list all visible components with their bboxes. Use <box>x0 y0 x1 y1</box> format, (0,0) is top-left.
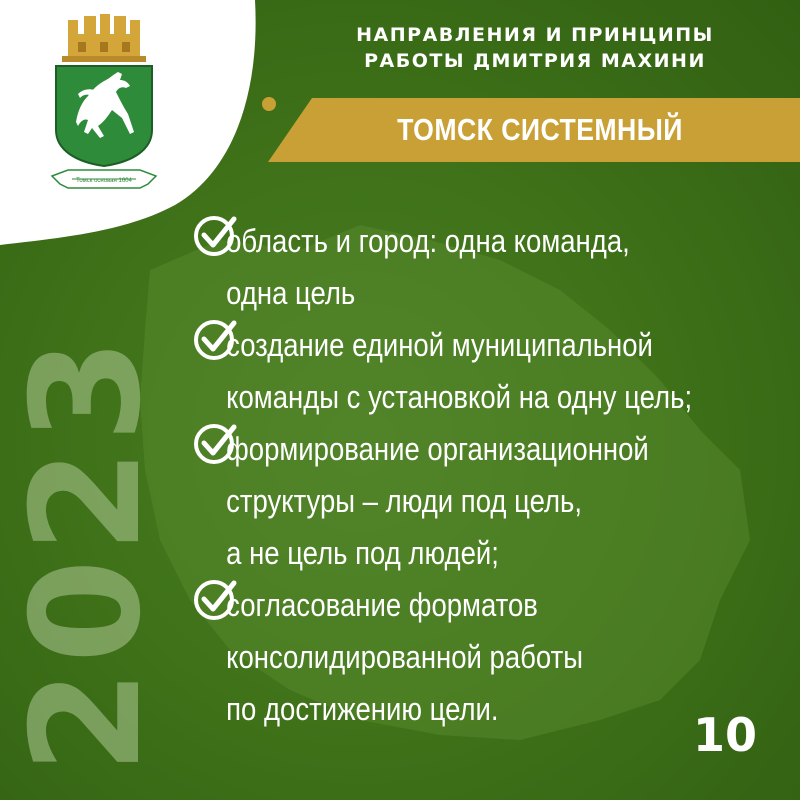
principles-list <box>190 215 790 735</box>
list-item-line: команды с установкой на одну цель; <box>226 379 693 415</box>
list-item-line: а не цель под людей; <box>226 535 499 571</box>
title-line-1: НАПРАВЛЕНИЯ И ПРИНЦИПЫ <box>356 24 714 46</box>
list-item-line: одна цель <box>226 275 356 311</box>
list-item-line: консолидированной работы <box>226 639 584 675</box>
list-item-line: область и город: одна команда, <box>226 223 630 259</box>
banner-dot <box>262 97 276 111</box>
list-item-line: по достижению цели. <box>226 691 499 727</box>
list-item-line: согласование форматов <box>226 587 538 623</box>
year-watermark: 2023 <box>0 332 174 774</box>
title-line-2: РАБОТЫ ДМИТРИЯ МАХИНИ <box>364 50 706 72</box>
crown-icon <box>62 14 146 62</box>
list-item-line: формирование организационной <box>226 431 649 467</box>
page-number: 10 <box>692 708 757 762</box>
coat-of-arms-emblem <box>48 10 160 200</box>
list-item <box>190 215 790 319</box>
list-item-line: создание единой муниципальной <box>226 327 653 363</box>
list-item <box>190 319 790 423</box>
list-item <box>190 423 790 579</box>
emblem-motto: Томск основан 1604 <box>76 178 132 184</box>
page-title <box>300 22 770 74</box>
banner-label: ТОМСК СИСТЕМНЫЙ <box>397 112 683 147</box>
list-item-line: структуры – люди под цель, <box>226 483 582 519</box>
